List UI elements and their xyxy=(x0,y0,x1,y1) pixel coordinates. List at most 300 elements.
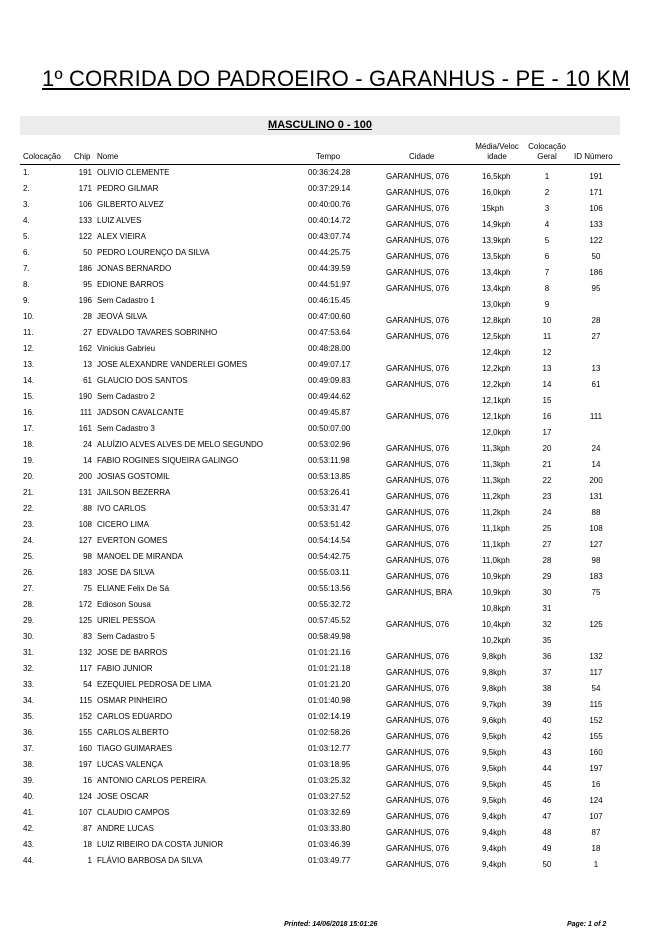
name-cell: EVERTON GOMES xyxy=(97,536,168,545)
pace-cell: 13,4kph xyxy=(482,268,511,277)
pace-cell: 14,9kph xyxy=(482,220,511,229)
overall-rank-cell: 8 xyxy=(544,284,550,293)
city-cell: GARANHUS, 076 xyxy=(386,556,450,565)
page-title: 1º CORRIDA DO PADROEIRO - GARANHUS - PE - 10 KM xyxy=(42,66,630,91)
time-cell: 00:55:13.56 xyxy=(308,584,351,593)
id-number-cell: 160 xyxy=(589,748,603,757)
city-cell: GARANHUS, 076 xyxy=(386,188,450,197)
table-row xyxy=(0,760,672,776)
rank-cell: 32. xyxy=(23,664,35,673)
chip-cell: 132 xyxy=(78,648,92,657)
rank-cell: 17. xyxy=(23,424,35,433)
table-row xyxy=(0,456,672,472)
pace-cell: 12,5kph xyxy=(482,332,511,341)
rank-cell: 4. xyxy=(23,216,30,225)
name-cell: Sem Cadastro 1 xyxy=(97,296,155,305)
pace-cell: 11,2kph xyxy=(482,492,510,501)
name-cell: PEDRO GILMAR xyxy=(97,184,159,193)
chip-cell: 172 xyxy=(78,600,92,609)
chip-cell: 190 xyxy=(78,392,92,401)
city-cell: GARANHUS, 076 xyxy=(386,764,450,773)
name-cell: JOSIAS GOSTOMIL xyxy=(97,472,170,481)
name-cell: OLIVIO CLEMENTE xyxy=(97,168,170,177)
city-cell: GARANHUS, 076 xyxy=(386,524,450,533)
rank-cell: 6. xyxy=(23,248,30,257)
id-number-cell: 28 xyxy=(591,316,601,325)
overall-rank-cell: 12 xyxy=(542,348,552,357)
rank-cell: 30. xyxy=(23,632,35,641)
chip-cell: 125 xyxy=(78,616,92,625)
time-cell: 01:03:46.39 xyxy=(308,840,351,849)
chip-cell: 122 xyxy=(78,232,92,241)
name-cell: JADSON CAVALCANTE xyxy=(97,408,184,417)
name-cell: Sem Cadastro 2 xyxy=(97,392,155,401)
table-row xyxy=(0,168,672,184)
city-cell: GARANHUS, 076 xyxy=(386,668,450,677)
table-row xyxy=(0,552,672,568)
time-cell: 00:53:13.85 xyxy=(308,472,351,481)
table-row xyxy=(0,440,672,456)
name-cell: ALUÍZIO ALVES ALVES DE MELO SEGUNDO xyxy=(97,440,263,449)
pace-cell: 9,8kph xyxy=(482,652,507,661)
overall-rank-cell: 43 xyxy=(542,748,552,757)
table-row xyxy=(0,712,672,728)
overall-rank-cell: 14 xyxy=(542,380,552,389)
city-cell: GARANHUS, 076 xyxy=(386,844,450,853)
name-cell: Edioson Sousa xyxy=(97,600,151,609)
chip-cell: 83 xyxy=(83,632,92,641)
chip-cell: 162 xyxy=(78,344,92,353)
city-cell: GARANHUS, 076 xyxy=(386,652,450,661)
city-cell: GARANHUS, 076 xyxy=(386,716,450,725)
chip-cell: 191 xyxy=(78,168,92,177)
time-cell: 00:40:14.72 xyxy=(308,216,351,225)
chip-cell: 152 xyxy=(78,712,92,721)
city-cell: GARANHUS, 076 xyxy=(386,732,450,741)
chip-cell: 95 xyxy=(83,280,92,289)
table-row xyxy=(0,312,672,328)
rank-cell: 9. xyxy=(23,296,30,305)
rank-cell: 26. xyxy=(23,568,35,577)
table-row xyxy=(0,568,672,584)
overall-rank-cell: 10 xyxy=(542,316,552,325)
name-cell: IVO CARLOS xyxy=(97,504,146,513)
rank-cell: 24. xyxy=(23,536,35,545)
table-row xyxy=(0,376,672,392)
time-cell: 00:54:14.54 xyxy=(308,536,351,545)
name-cell: JONAS BERNARDO xyxy=(97,264,172,273)
pace-cell: 11,3kph xyxy=(482,476,510,485)
rank-cell: 39. xyxy=(23,776,35,785)
id-number-cell: 183 xyxy=(589,572,603,581)
city-cell: GARANHUS, 076 xyxy=(386,796,450,805)
table-row xyxy=(0,680,672,696)
overall-rank-cell: 22 xyxy=(542,476,552,485)
overall-rank-cell: 2 xyxy=(544,188,550,197)
rank-cell: 5. xyxy=(23,232,30,241)
table-row xyxy=(0,696,672,712)
name-cell: FLÁVIO BARBOSA DA SILVA xyxy=(97,856,203,865)
chip-cell: 61 xyxy=(83,376,92,385)
id-number-cell: 132 xyxy=(589,652,603,661)
name-cell: CICERO LIMA xyxy=(97,520,150,529)
header-geral-line2: Geral xyxy=(537,152,557,161)
name-cell: JEOVÁ SILVA xyxy=(97,312,147,321)
table-row xyxy=(0,200,672,216)
rank-cell: 38. xyxy=(23,760,35,769)
pace-cell: 11,0kph xyxy=(482,556,510,565)
chip-cell: 27 xyxy=(83,328,92,337)
name-cell: GILBERTO ALVEZ xyxy=(97,200,164,209)
pace-cell: 11,1kph xyxy=(482,540,510,549)
time-cell: 00:53:02.96 xyxy=(308,440,351,449)
name-cell: LUIZ ALVES xyxy=(97,216,142,225)
header-colocacao: Colocação xyxy=(23,152,61,161)
overall-rank-cell: 28 xyxy=(542,556,552,565)
rank-cell: 15. xyxy=(23,392,35,401)
city-cell: GARANHUS, 076 xyxy=(386,508,450,517)
name-cell: GLAUCIO DOS SANTOS xyxy=(97,376,188,385)
chip-cell: 13 xyxy=(83,360,92,369)
overall-rank-cell: 23 xyxy=(542,492,552,501)
overall-rank-cell: 1 xyxy=(544,172,550,181)
chip-cell: 87 xyxy=(83,824,92,833)
city-cell: GARANHUS, 076 xyxy=(386,316,450,325)
chip-cell: 50 xyxy=(83,248,92,257)
overall-rank-cell: 47 xyxy=(542,812,552,821)
time-cell: 00:53:11.98 xyxy=(308,456,350,465)
table-row xyxy=(0,424,672,440)
overall-rank-cell: 31 xyxy=(542,604,552,613)
overall-rank-cell: 44 xyxy=(542,764,552,773)
overall-rank-cell: 36 xyxy=(542,652,552,661)
id-number-cell: 131 xyxy=(589,492,603,501)
category-title: MASCULINO 0 - 100 xyxy=(268,119,372,131)
overall-rank-cell: 7 xyxy=(544,268,550,277)
name-cell: LUCAS VALENÇA xyxy=(97,760,163,769)
overall-rank-cell: 21 xyxy=(542,460,552,469)
city-cell: GARANHUS, 076 xyxy=(386,828,450,837)
id-number-cell: 16 xyxy=(591,780,601,789)
id-number-cell: 186 xyxy=(589,268,603,277)
time-cell: 01:01:21.20 xyxy=(308,680,351,689)
header-media-line2: idade xyxy=(487,152,507,161)
id-number-cell: 107 xyxy=(589,812,603,821)
city-cell: GARANHUS, 076 xyxy=(386,492,450,501)
time-cell: 00:44:51.97 xyxy=(308,280,351,289)
city-cell: GARANHUS, 076 xyxy=(386,780,450,789)
chip-cell: 124 xyxy=(78,792,92,801)
name-cell: FABIO ROGINES SIQUEIRA GALINGO xyxy=(97,456,239,465)
pace-cell: 9,5kph xyxy=(482,732,507,741)
overall-rank-cell: 45 xyxy=(542,780,552,789)
id-number-cell: 171 xyxy=(589,188,603,197)
pace-cell: 9,4kph xyxy=(482,828,507,837)
time-cell: 00:49:45.87 xyxy=(308,408,351,417)
overall-rank-cell: 48 xyxy=(542,828,552,837)
pace-cell: 11,1kph xyxy=(482,524,510,533)
id-number-cell: 61 xyxy=(591,380,601,389)
rank-cell: 40. xyxy=(23,792,35,801)
name-cell: JOSE DE BARROS xyxy=(97,648,168,657)
id-number-cell: 54 xyxy=(591,684,601,693)
time-cell: 00:54:42.75 xyxy=(308,552,351,561)
time-cell: 00:43:07.74 xyxy=(308,232,351,241)
header-geral-line1: Colocação xyxy=(528,142,566,151)
table-row xyxy=(0,632,672,648)
page-number: Page: 1 of 2 xyxy=(567,921,607,928)
overall-rank-cell: 46 xyxy=(542,796,552,805)
overall-rank-cell: 11 xyxy=(542,332,552,341)
pace-cell: 10,9kph xyxy=(482,588,511,597)
chip-cell: 186 xyxy=(78,264,92,273)
pace-cell: 10,4kph xyxy=(482,620,511,629)
city-cell: GARANHUS, 076 xyxy=(386,444,450,453)
chip-cell: 161 xyxy=(78,424,92,433)
pace-cell: 13,9kph xyxy=(482,236,511,245)
time-cell: 01:03:25.32 xyxy=(308,776,351,785)
rank-cell: 31. xyxy=(23,648,35,657)
city-cell: GARANHUS, 076 xyxy=(386,364,450,373)
rank-cell: 10. xyxy=(23,312,35,321)
id-number-cell: 117 xyxy=(589,668,603,677)
time-cell: 00:48:28.00 xyxy=(308,344,351,353)
id-number-cell: 87 xyxy=(591,828,601,837)
chip-cell: 1 xyxy=(87,856,92,865)
name-cell: MANOEL DE MIRANDA xyxy=(97,552,183,561)
pace-cell: 12,2kph xyxy=(482,380,511,389)
table-row xyxy=(0,520,672,536)
time-cell: 00:47:53.64 xyxy=(308,328,351,337)
pace-cell: 12,0kph xyxy=(482,428,511,437)
pace-cell: 9,5kph xyxy=(482,748,507,757)
pace-cell: 9,5kph xyxy=(482,764,507,773)
id-number-cell: 18 xyxy=(591,844,601,853)
chip-cell: 127 xyxy=(78,536,92,545)
name-cell: TIAGO GUIMARAES xyxy=(97,744,173,753)
time-cell: 00:49:07.17 xyxy=(308,360,351,369)
overall-rank-cell: 29 xyxy=(542,572,552,581)
overall-rank-cell: 6 xyxy=(544,252,550,261)
id-number-cell: 197 xyxy=(589,764,603,773)
table-row xyxy=(0,648,672,664)
chip-cell: 200 xyxy=(78,472,92,481)
city-cell: GARANHUS, 076 xyxy=(386,332,450,341)
table-row xyxy=(0,488,672,504)
chip-cell: 117 xyxy=(79,664,92,673)
overall-rank-cell: 50 xyxy=(542,860,552,869)
pace-cell: 9,5kph xyxy=(482,780,507,789)
id-number-cell: 125 xyxy=(589,620,603,629)
overall-rank-cell: 5 xyxy=(544,236,550,245)
id-number-cell: 191 xyxy=(589,172,603,181)
pace-cell: 9,6kph xyxy=(482,716,507,725)
time-cell: 00:37:29.14 xyxy=(308,184,351,193)
city-cell: GARANHUS, 076 xyxy=(386,172,450,181)
table-row xyxy=(0,392,672,408)
overall-rank-cell: 35 xyxy=(542,636,552,645)
pace-cell: 11,2kph xyxy=(482,508,510,517)
rank-cell: 37. xyxy=(23,744,35,753)
name-cell: Sem Cadastro 3 xyxy=(97,424,155,433)
chip-cell: 16 xyxy=(83,776,92,785)
city-cell: GARANHUS, 076 xyxy=(386,380,450,389)
name-cell: EZEQUIEL PEDROSA DE LIMA xyxy=(97,680,212,689)
pace-cell: 16,0kph xyxy=(482,188,511,197)
time-cell: 00:53:31.47 xyxy=(308,504,351,513)
name-cell: PEDRO LOURENÇO DA SILVA xyxy=(97,248,210,257)
name-cell: FABIO JUNIOR xyxy=(97,664,153,673)
pace-cell: 12,8kph xyxy=(482,316,511,325)
rank-cell: 16. xyxy=(23,408,35,417)
time-cell: 00:55:32.72 xyxy=(308,600,351,609)
rank-cell: 27. xyxy=(23,584,35,593)
id-number-cell: 152 xyxy=(589,716,603,725)
overall-rank-cell: 42 xyxy=(542,732,552,741)
table-row xyxy=(0,504,672,520)
overall-rank-cell: 30 xyxy=(542,588,552,597)
overall-rank-cell: 38 xyxy=(542,684,552,693)
name-cell: ANTONIO CARLOS PEREIRA xyxy=(97,776,206,785)
header-cidade: Cidade xyxy=(409,152,435,161)
name-cell: ELIANE Felix De Sá xyxy=(97,584,170,593)
city-cell: GARANHUS, 076 xyxy=(386,684,450,693)
overall-rank-cell: 16 xyxy=(542,412,552,421)
overall-rank-cell: 32 xyxy=(542,620,552,629)
pace-cell: 13,4kph xyxy=(482,284,511,293)
table-row xyxy=(0,664,672,680)
id-number-cell: 95 xyxy=(591,284,601,293)
name-cell: CARLOS EDUARDO xyxy=(97,712,173,721)
chip-cell: 107 xyxy=(78,808,92,817)
chip-cell: 106 xyxy=(78,200,92,209)
chip-cell: 54 xyxy=(83,680,92,689)
pace-cell: 9,5kph xyxy=(482,796,507,805)
table-row xyxy=(0,472,672,488)
table-row xyxy=(0,808,672,824)
table-row xyxy=(0,840,672,856)
city-cell: GARANHUS, 076 xyxy=(386,220,450,229)
header-id: ID Número xyxy=(574,152,613,161)
overall-rank-cell: 25 xyxy=(542,524,552,533)
name-cell: URIEL PESSOA xyxy=(97,616,156,625)
time-cell: 00:46:15.45 xyxy=(308,296,351,305)
time-cell: 01:03:33.80 xyxy=(308,824,351,833)
id-number-cell: 200 xyxy=(589,476,603,485)
time-cell: 00:58:49.98 xyxy=(308,632,351,641)
name-cell: ANDRE LUCAS xyxy=(97,824,154,833)
name-cell: Sem Cadastro 5 xyxy=(97,632,155,641)
printed-timestamp: Printed: 14/06/2018 15:01:26 xyxy=(284,921,378,928)
name-cell: ALEX VIEIRA xyxy=(97,232,146,241)
city-cell: GARANHUS, 076 xyxy=(386,860,450,869)
id-number-cell: 27 xyxy=(591,332,601,341)
rank-cell: 43. xyxy=(23,840,35,849)
pace-cell: 10,8kph xyxy=(482,604,511,613)
overall-rank-cell: 9 xyxy=(544,300,550,309)
chip-cell: 98 xyxy=(83,552,92,561)
table-row xyxy=(0,584,672,600)
pace-cell: 9,8kph xyxy=(482,668,507,677)
pace-cell: 13,5kph xyxy=(482,252,511,261)
city-cell: GARANHUS, 076 xyxy=(386,268,450,277)
pace-cell: 12,4kph xyxy=(482,348,511,357)
header-media-line1: Média/Veloc xyxy=(475,142,519,151)
id-number-cell: 75 xyxy=(591,588,601,597)
name-cell: LUIZ RIBEIRO DA COSTA JUNIOR xyxy=(97,840,224,849)
table-row xyxy=(0,184,672,200)
name-cell: OSMAR PINHEIRO xyxy=(97,696,168,705)
pace-cell: 11,3kph xyxy=(482,444,510,453)
time-cell: 00:47:00.60 xyxy=(308,312,351,321)
chip-cell: 197 xyxy=(78,760,92,769)
pace-cell: 15kph xyxy=(482,204,504,213)
overall-rank-cell: 37 xyxy=(542,668,552,677)
id-number-cell: 88 xyxy=(591,508,601,517)
pace-cell: 10,9kph xyxy=(482,572,511,581)
id-number-cell: 14 xyxy=(591,460,601,469)
id-number-cell: 115 xyxy=(589,700,603,709)
pace-cell: 12,2kph xyxy=(482,364,511,373)
id-number-cell: 24 xyxy=(591,444,601,453)
table-row xyxy=(0,232,672,248)
header-chip: Chip xyxy=(74,152,91,161)
pace-cell: 9,4kph xyxy=(482,860,507,869)
rank-cell: 12. xyxy=(23,344,35,353)
chip-cell: 115 xyxy=(79,696,92,705)
rank-cell: 22. xyxy=(23,504,35,513)
rank-cell: 33. xyxy=(23,680,35,689)
overall-rank-cell: 49 xyxy=(542,844,552,853)
city-cell: GARANHUS, 076 xyxy=(386,236,450,245)
city-cell: GARANHUS, 076 xyxy=(386,476,450,485)
table-row xyxy=(0,296,672,312)
city-cell: GARANHUS, 076 xyxy=(386,204,450,213)
table-row xyxy=(0,248,672,264)
time-cell: 01:01:40.98 xyxy=(308,696,351,705)
pace-cell: 9,4kph xyxy=(482,844,507,853)
table-row xyxy=(0,360,672,376)
time-cell: 00:55:03.11 xyxy=(308,568,350,577)
time-cell: 01:02:58.26 xyxy=(308,728,351,737)
name-cell: JOSE OSCAR xyxy=(97,792,149,801)
overall-rank-cell: 17 xyxy=(542,428,552,437)
header-tempo: Tempo xyxy=(316,152,341,161)
city-cell: GARANHUS, 076 xyxy=(386,412,450,421)
chip-cell: 108 xyxy=(78,520,92,529)
city-cell: GARANHUS, 076 xyxy=(386,620,450,629)
rank-cell: 21. xyxy=(23,488,35,497)
time-cell: 01:02:14.19 xyxy=(308,712,351,721)
rank-cell: 35. xyxy=(23,712,35,721)
table-row xyxy=(0,616,672,632)
chip-cell: 14 xyxy=(83,456,92,465)
name-cell: EDVALDO TAVARES SOBRINHO xyxy=(97,328,218,337)
chip-cell: 133 xyxy=(78,216,92,225)
rank-cell: 29. xyxy=(23,616,35,625)
rank-cell: 13. xyxy=(23,360,35,369)
id-number-cell: 111 xyxy=(589,412,603,421)
pace-cell: 10,2kph xyxy=(482,636,511,645)
table-row xyxy=(0,728,672,744)
rank-cell: 44. xyxy=(23,856,35,865)
id-number-cell: 1 xyxy=(593,860,599,869)
time-cell: 01:01:21.18 xyxy=(308,664,351,673)
rank-cell: 18. xyxy=(23,440,35,449)
chip-cell: 111 xyxy=(79,408,92,417)
name-cell: CARLOS ALBERTO xyxy=(97,728,169,737)
city-cell: GARANHUS, 076 xyxy=(386,540,450,549)
